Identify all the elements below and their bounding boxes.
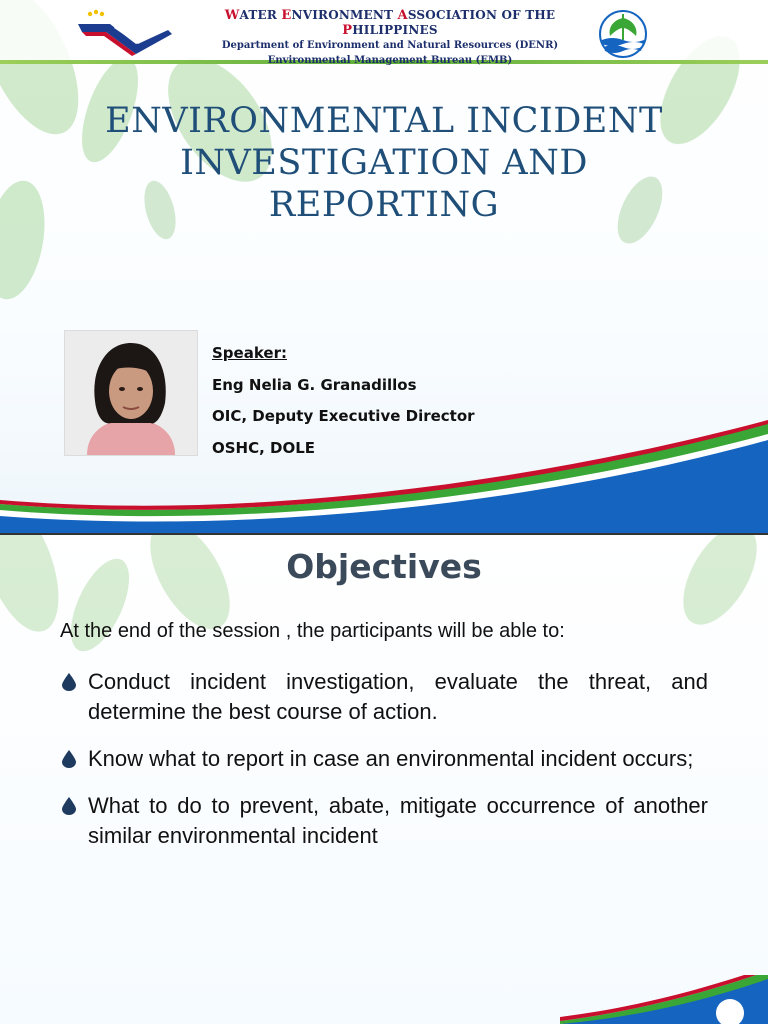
objectives-list: [60, 667, 708, 868]
speaker-organization: OSHC, DOLE: [212, 438, 316, 457]
title-line: REPORTING: [268, 185, 500, 225]
objectives-title: Objectives: [286, 547, 482, 586]
objectives-slide: [0, 535, 768, 1024]
bureau-name: Environmental Management Bureau (EMB): [267, 55, 513, 66]
assoc-part: NVIRONMENT: [291, 8, 398, 22]
assoc-cap-p: P: [342, 23, 353, 38]
assoc-cap-w: W: [224, 8, 240, 23]
objectives-intro: At the end of the session , the participants will be able to:: [60, 620, 565, 642]
department-name: Department of Environment and Natural Resources (DENR): [221, 40, 559, 51]
objective-text: Know what to report in case an environmental incident occurs;: [88, 746, 694, 771]
presentation-title: [60, 100, 708, 226]
assoc-part: SSOCIATION OF THE: [407, 8, 556, 22]
assoc-cap-e: E: [281, 8, 292, 23]
list-item: [60, 791, 708, 851]
assoc-part: HILIPPINES: [352, 23, 438, 37]
list-item: [60, 667, 708, 727]
title-line: ENVIRONMENTAL INCIDENT: [105, 101, 663, 141]
objective-text: Conduct incident investigation, evaluate the threat, and determine the best course of action.: [88, 669, 708, 724]
speaker-label: Speaker:: [212, 344, 287, 362]
wea-logo-icon: [76, 8, 176, 56]
assoc-part: ATER: [239, 8, 282, 22]
water-drop-icon: [62, 750, 76, 768]
water-drop-icon: [62, 797, 76, 815]
footer-swoosh: [0, 420, 768, 535]
assoc-cap-a: A: [397, 8, 408, 23]
association-name: [200, 8, 580, 38]
speaker-name: Eng Nelia G. Granadillos: [212, 375, 417, 394]
denr-logo-icon: [598, 10, 648, 58]
water-drop-icon: [62, 673, 76, 691]
footer-swoosh: [560, 975, 768, 1024]
speaker-position: OIC, Deputy Executive Director: [212, 407, 475, 425]
objective-text: What to do to prevent, abate, mitigate occurrence of another similar environmental incident: [88, 793, 708, 848]
association-header: [200, 8, 580, 68]
title-line: INVESTIGATION AND: [180, 143, 588, 183]
list-item: [60, 744, 708, 774]
